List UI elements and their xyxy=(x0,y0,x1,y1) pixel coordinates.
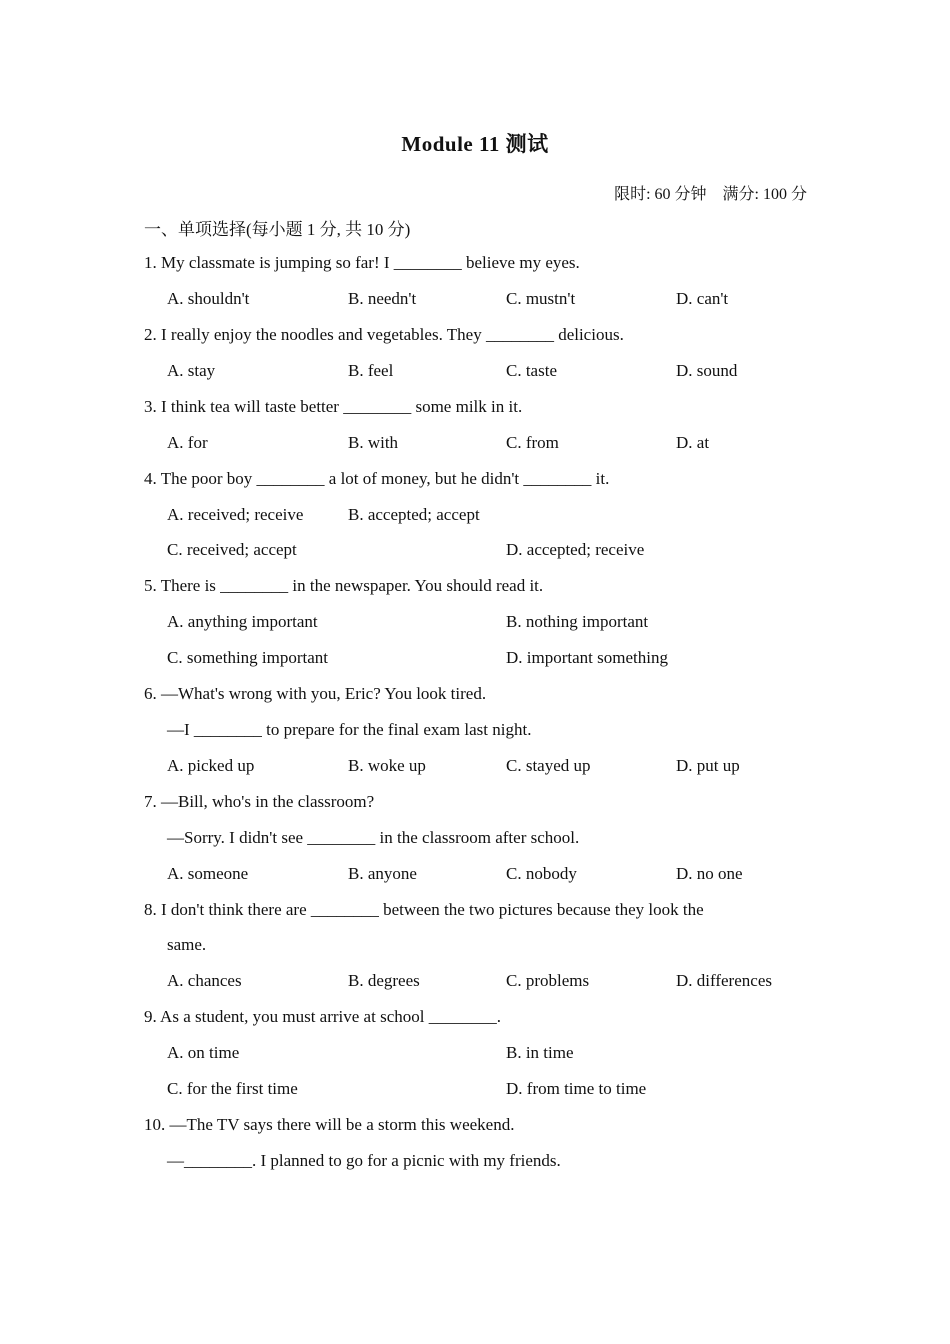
q2-option-c: C. taste xyxy=(506,361,557,380)
q1-option-d: D. can't xyxy=(676,289,729,308)
question-9-stem: 9. As a student, you must arrive at school ________. xyxy=(144,1007,501,1026)
q9-option-a: A. on time xyxy=(167,1043,240,1062)
q7-option-c: C. nobody xyxy=(506,864,577,883)
q4-option-a: A. received; receive xyxy=(167,505,304,524)
q5-option-c: C. something important xyxy=(167,648,329,667)
q3-option-a: A. for xyxy=(167,433,208,452)
q1-option-b: B. needn't xyxy=(348,289,417,308)
q6-option-c: C. stayed up xyxy=(506,756,591,775)
full-score: 满分: 100 分 xyxy=(722,186,807,203)
question-8-stem: 8. I don't think there are ________ between the two pictures because they look the xyxy=(144,900,704,919)
q3-option-c: C. from xyxy=(506,433,559,452)
q8-option-a: A. chances xyxy=(167,971,242,990)
q1-option-c: C. mustn't xyxy=(506,289,576,308)
question-3-stem: 3. I think tea will taste better ________ some milk in it. xyxy=(144,397,523,416)
q3-option-b: B. with xyxy=(348,433,399,452)
question-6-stem-2: —I ________ to prepare for the final exam last night. xyxy=(167,720,532,739)
q4-option-d: D. accepted; receive xyxy=(506,540,645,559)
q8-option-c: C. problems xyxy=(506,971,590,990)
question-6-stem: 6. —What's wrong with you, Eric? You look tired. xyxy=(144,684,487,703)
exam-limits xyxy=(614,181,807,204)
question-4-stem: 4. The poor boy ________ a lot of money, but he didn't ________ it. xyxy=(144,469,610,488)
q4-option-b: B. accepted; accept xyxy=(348,505,480,524)
q8-option-d: D. differences xyxy=(676,971,772,990)
q6-option-b: B. woke up xyxy=(348,756,426,775)
time-limit: 限时: 60 分钟 xyxy=(614,186,707,203)
q7-option-d: D. no one xyxy=(676,864,743,883)
q3-option-d: D. at xyxy=(676,433,710,452)
q6-option-d: D. put up xyxy=(676,756,740,775)
q5-option-b: B. nothing important xyxy=(506,612,649,631)
q7-option-b: B. anyone xyxy=(348,864,417,883)
question-5-stem: 5. There is ________ in the newspaper. You should read it. xyxy=(144,576,544,595)
q5-option-d: D. important something xyxy=(506,648,668,667)
q9-option-c: C. for the first time xyxy=(167,1079,298,1098)
question-7-stem-2: —Sorry. I didn't see ________ in the classroom after school. xyxy=(167,828,580,847)
section-heading: 一、单项选择(每小题 1 分, 共 10 分) xyxy=(144,220,411,239)
q7-option-a: A. someone xyxy=(167,864,249,883)
question-10-stem: 10. —The TV says there will be a storm this weekend. xyxy=(144,1115,515,1134)
question-2-stem: 2. I really enjoy the noodles and vegetables. They ________ delicious. xyxy=(144,325,624,344)
q9-option-b: B. in time xyxy=(506,1043,574,1062)
q2-option-b: B. feel xyxy=(348,361,394,380)
q8-option-b: B. degrees xyxy=(348,971,420,990)
question-8-stem-2: same. xyxy=(167,935,207,954)
page-title: Module 11 测试 xyxy=(401,132,549,156)
q4-option-c: C. received; accept xyxy=(167,540,297,559)
question-1-stem: 1. My classmate is jumping so far! I ________ believe my eyes. xyxy=(144,253,580,272)
q2-option-a: A. stay xyxy=(167,361,216,380)
question-10-stem-2: —________. I planned to go for a picnic with my friends. xyxy=(167,1151,561,1170)
q1-option-a: A. shouldn't xyxy=(167,289,250,308)
q5-option-a: A. anything important xyxy=(167,612,318,631)
question-7-stem: 7. —Bill, who's in the classroom? xyxy=(144,792,375,811)
q9-option-d: D. from time to time xyxy=(506,1079,647,1098)
q6-option-a: A. picked up xyxy=(167,756,255,775)
q2-option-d: D. sound xyxy=(676,361,738,380)
